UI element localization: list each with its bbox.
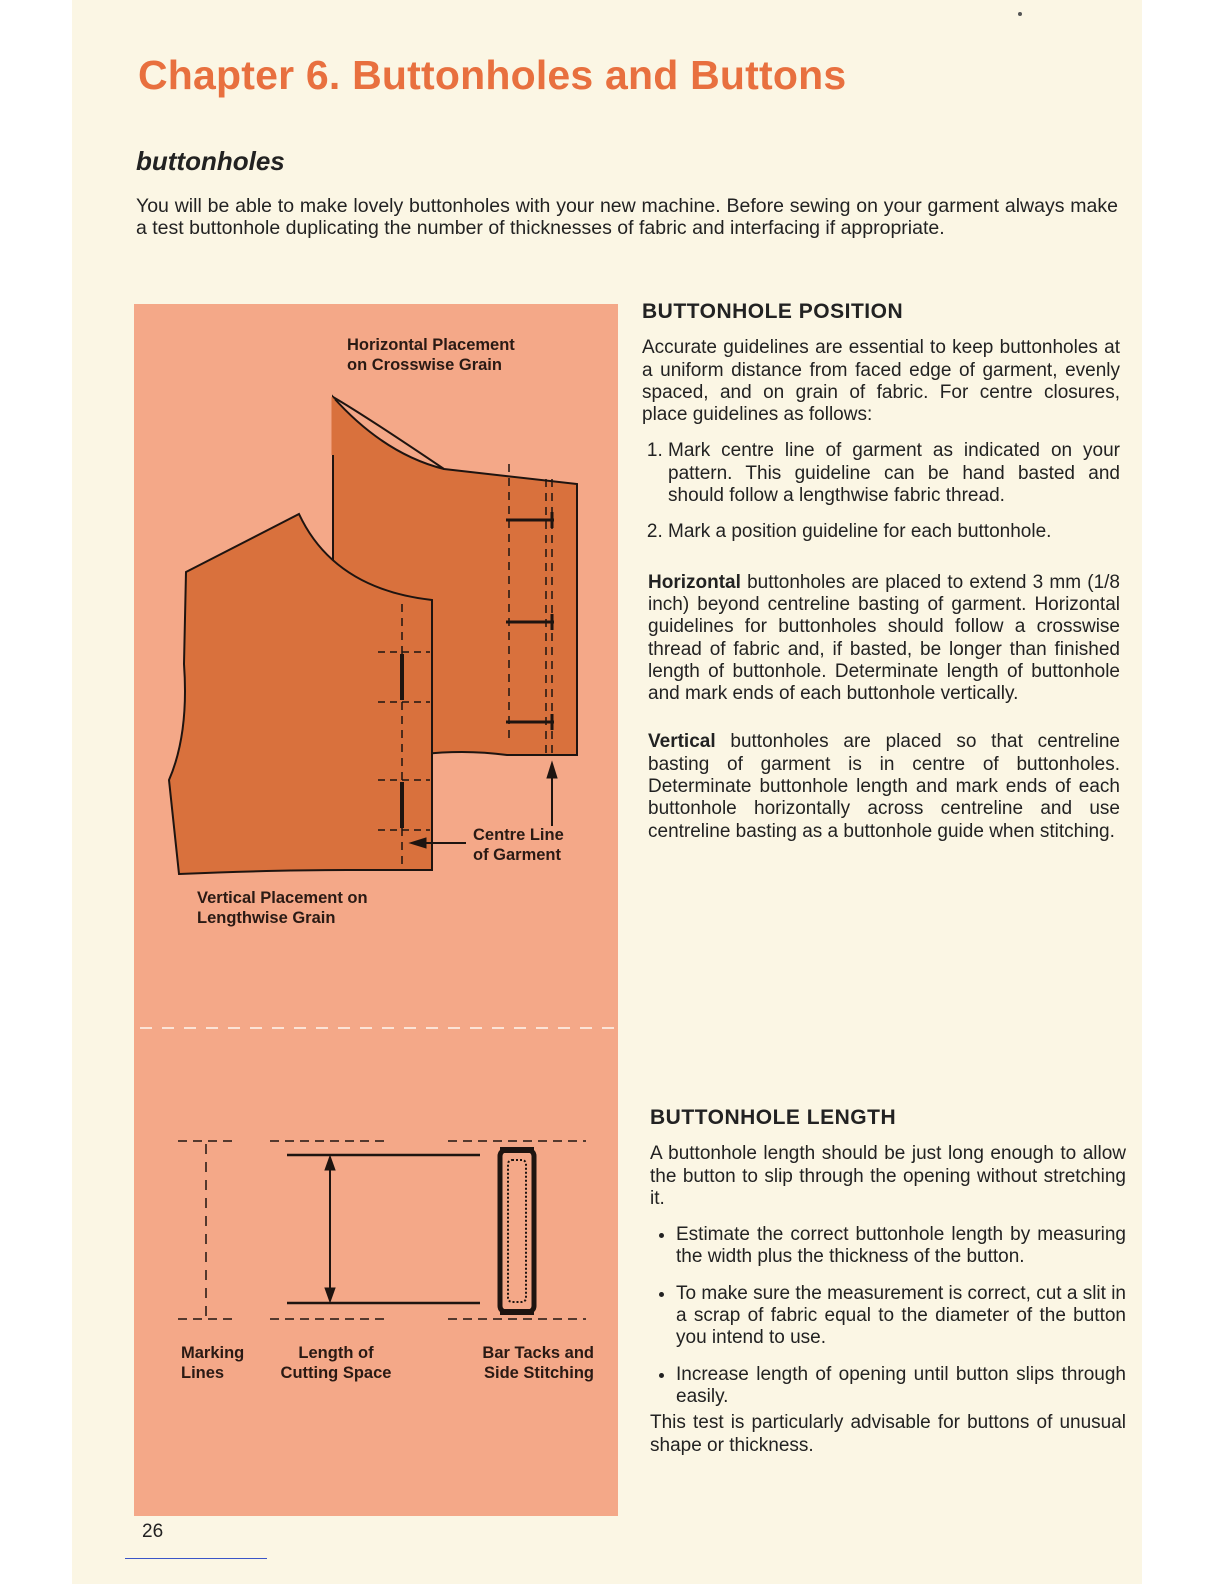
vertical-paragraph <box>648 731 1120 842</box>
label-marking-lines: Marking Lines <box>181 1344 245 1382</box>
buttonhole-length-section <box>650 1107 1126 1471</box>
chapter-title: Chapter 6. Buttonholes and Buttons <box>138 52 847 98</box>
label-centre-line: Centre Line of Garment <box>473 826 564 864</box>
footer-rule <box>125 1558 267 1559</box>
page-number: 26 <box>142 1521 164 1542</box>
position-paragraph: Accurate guidelines are essential to keep buttonholes at a uniform distance from faced edge of garment, evenly spaced, and on grain of fabric. For centre closures, place guidelines as follows: <box>642 337 1120 426</box>
position-step: 2. Mark a position guideline for each buttonhole. <box>668 521 1120 543</box>
length-paragraph: A buttonhole length should be just long enough to allow the button to slip through the opening without stretching it. <box>650 1143 1126 1209</box>
section-title: buttonholes <box>136 146 285 176</box>
label-cutting-space: Length of Cutting Space <box>280 1344 392 1382</box>
horizontal-text: buttonholes are placed to extend 3 mm (1/8 inch) beyond centreline basting of garment. Horizontal guidelines for buttonholes should follow a crosswise thread of fabric and, if basted, be longer than finished length of buttonhole. Determinate length of buttonhole and mark ends of each buttonhole vertically. <box>648 571 1120 705</box>
label-vertical-placement: Vertical Placement on Lengthwise Grain <box>197 889 368 927</box>
position-steps <box>642 440 1120 543</box>
marking-lines-diagram <box>178 1141 234 1319</box>
position-heading: BUTTONHOLE POSITION <box>642 300 904 323</box>
vertical-term: Vertical <box>648 731 716 753</box>
buttonhole-position-section <box>642 301 1120 857</box>
bar-tacks-diagram <box>448 1141 586 1319</box>
length-bullets <box>650 1224 1126 1408</box>
length-bullet: • Estimate the correct buttonhole length by measuring the width plus the thickness of the button. <box>676 1224 1126 1269</box>
vertical-text: buttonholes are placed so that centreline basting of garment is in centre of buttonholes. Determinate buttonhole length and mark ends of each buttonhole horizontally across centreline and use centreline basting as a buttonhole guide when stitching. <box>648 731 1121 842</box>
horizontal-paragraph <box>648 572 1120 706</box>
cutting-space-diagram <box>270 1141 480 1319</box>
length-bullet: • To make sure the measurement is correct, cut a slit in a scrap of fabric equal to the diameter of the button you intend to use. <box>676 1283 1126 1350</box>
centre-line-arrow <box>547 762 557 826</box>
intro-paragraph: You will be able to make lovely buttonholes with your new machine. Before sewing on your garment always make a test buttonhole duplicating the number of thicknesses of fabric and interfacing if appropriate. <box>136 195 1118 239</box>
label-horizontal-placement: Horizontal Placement on Crosswise Grain <box>347 336 515 374</box>
page-speck <box>1018 12 1022 16</box>
length-closing: This test is particularly advisable for buttons of unusual shape or thickness. <box>650 1412 1126 1456</box>
label-bar-tacks: Bar Tacks and Side Stitching <box>482 1344 594 1382</box>
position-step: 1. Mark centre line of garment as indicated on your pattern. This guideline can be hand basted and should follow a lengthwise fabric thread. <box>668 440 1120 507</box>
horizontal-term: Horizontal <box>648 571 741 593</box>
illustration-panel <box>134 304 618 1516</box>
length-bullet: • Increase length of opening until button slips through easily. <box>676 1364 1126 1409</box>
length-heading: BUTTONHOLE LENGTH <box>650 1106 897 1129</box>
